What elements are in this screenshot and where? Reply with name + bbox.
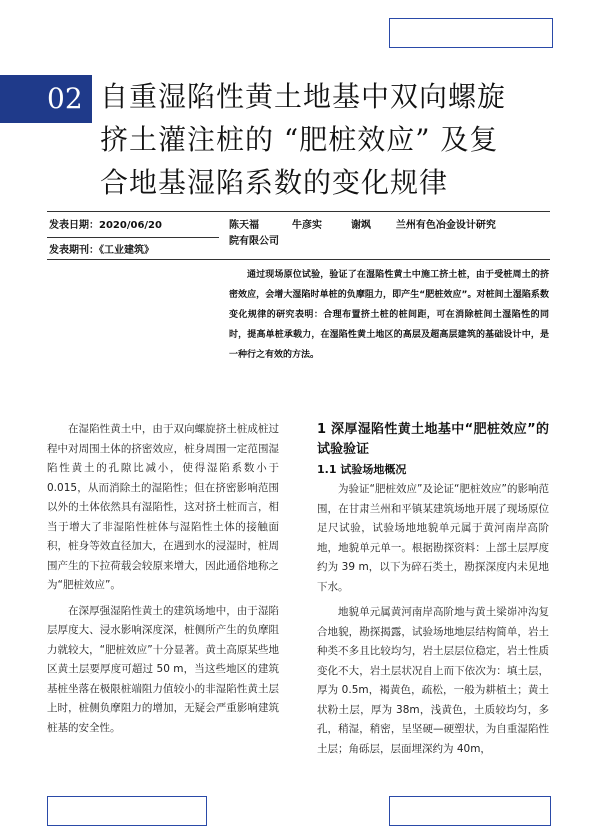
right-column <box>317 420 549 765</box>
bottom-left-frame <box>47 796 207 826</box>
left-paragraph-1: 在湿陷性黄土中，由于双向螺旋挤土桩成桩过程中对周围土体的挤密效应，桩身周围一定范围湿陷性黄土的孔隙比减小，使得湿陷系数小于 0.015，从而消除土的湿陷性；但在挤密影响范围以外的土体依然具有湿陷性，这对挤土桩而言，相当于增大了非湿陷性桩体与湿陷性土体的接触面积，桩身等效直径加大，在遇到水的浸湿时，桩周围产生的下拉荷载会较原来增大，因此通俗地称之为“肥桩效应”。 <box>47 423 279 591</box>
article-title <box>100 75 570 204</box>
journal-value: 《工业建筑》 <box>99 245 154 256</box>
date-label: 发表日期： <box>49 220 99 231</box>
affiliation-continued: 院有限公司 <box>229 236 279 247</box>
journal-label: 发表期刊： <box>49 245 99 256</box>
right-paragraph-2: 地貌单元属黄河南岸高阶地与黄土梁峁冲沟复合地貌，勘探揭露，试验场地地层结构简单，岩土种类不多且比较均匀，岩土层层位稳定，岩土性质变化不大，岩土层状况自上而下依次为：填土层，厚为 0.5m，褐黄色，疏松，一般为耕植土；黄土状粉土层，厚为 38m，浅黄色，土质较均匀，多孔，稍湿，稍密，呈坚硬—硬塑状，为自重湿陷性土层；角砾层，层面埋深约为 40m， <box>317 606 549 755</box>
author-3: 谢飒 <box>350 220 371 231</box>
meta-divider-left <box>47 237 219 238</box>
left-paragraph-2: 在深厚强湿陷性黄土的建筑场地中，由于湿陷层厚度大、浸水影响深度深，桩侧所产生的负摩阻力就较大，“肥桩效应”十分显著。黄土高原某些地区黄土层要厚度可超过 50 m，当这些地区的建筑基桩坐落在极限桩端阻力值较小的非湿陷性黄土层上时，桩侧负摩阻力的增加，无疑会严重影响建筑桩基的安全性。 <box>47 604 279 734</box>
right-paragraph-1: 为验证“肥桩效应”及论证“肥桩效应”的影响范围，在甘肃兰州和平镇某建筑场地开展了现场原位足尺试验，试验场地地貌单元属于黄河南岸高阶地，地貌单元单一。根据勘探资料：上部土层厚度约为 39 m，以下为碎石类土，勘探深度内未见地下水。 <box>317 483 549 593</box>
section-title: 1 深厚湿陷性黄土地基中“肥桩效应”的试验验证 <box>317 422 549 457</box>
top-divider <box>47 211 550 212</box>
bottom-right-frame <box>389 796 551 826</box>
author-2: 牛彦实 <box>291 220 322 231</box>
abstract: 通过现场原位试验，验证了在湿陷性黄土中施工挤土桩，由于受桩周土的挤密效应，会增大湿陷时单桩的负摩阻力，即产生“肥桩效应”。对桩间土湿陷系数变化规律的研究表明：合理布置挤土桩的桩间距，可在消除桩间土湿陷性的同时，提高单桩承载力，在湿陷性黄土地区的高层及超高层建筑的基础设计中，是一种行之有效的方法。 <box>229 270 549 360</box>
left-column <box>47 420 279 744</box>
title-line-1: 自重湿陷性黄土地基中双向螺旋 <box>100 80 507 113</box>
journal <box>49 244 154 258</box>
affiliation: 兰州有色冶金设计研究 <box>395 220 496 231</box>
top-right-frame <box>389 18 553 48</box>
subsection-title: 1.1 试验场地概况 <box>317 463 407 476</box>
meta-divider-bottom <box>47 259 550 260</box>
title-line-3: 合地基湿陷系数的变化规律 <box>100 166 449 199</box>
date-value: 2020/06/20 <box>99 220 162 231</box>
article-number: 02 <box>47 82 83 115</box>
publish-date <box>49 219 162 233</box>
author-1: 陈天福 <box>229 220 259 231</box>
authors-block <box>229 219 549 259</box>
title-line-2: 挤土灌注桩的 “肥桩效应” 及复 <box>100 123 499 156</box>
